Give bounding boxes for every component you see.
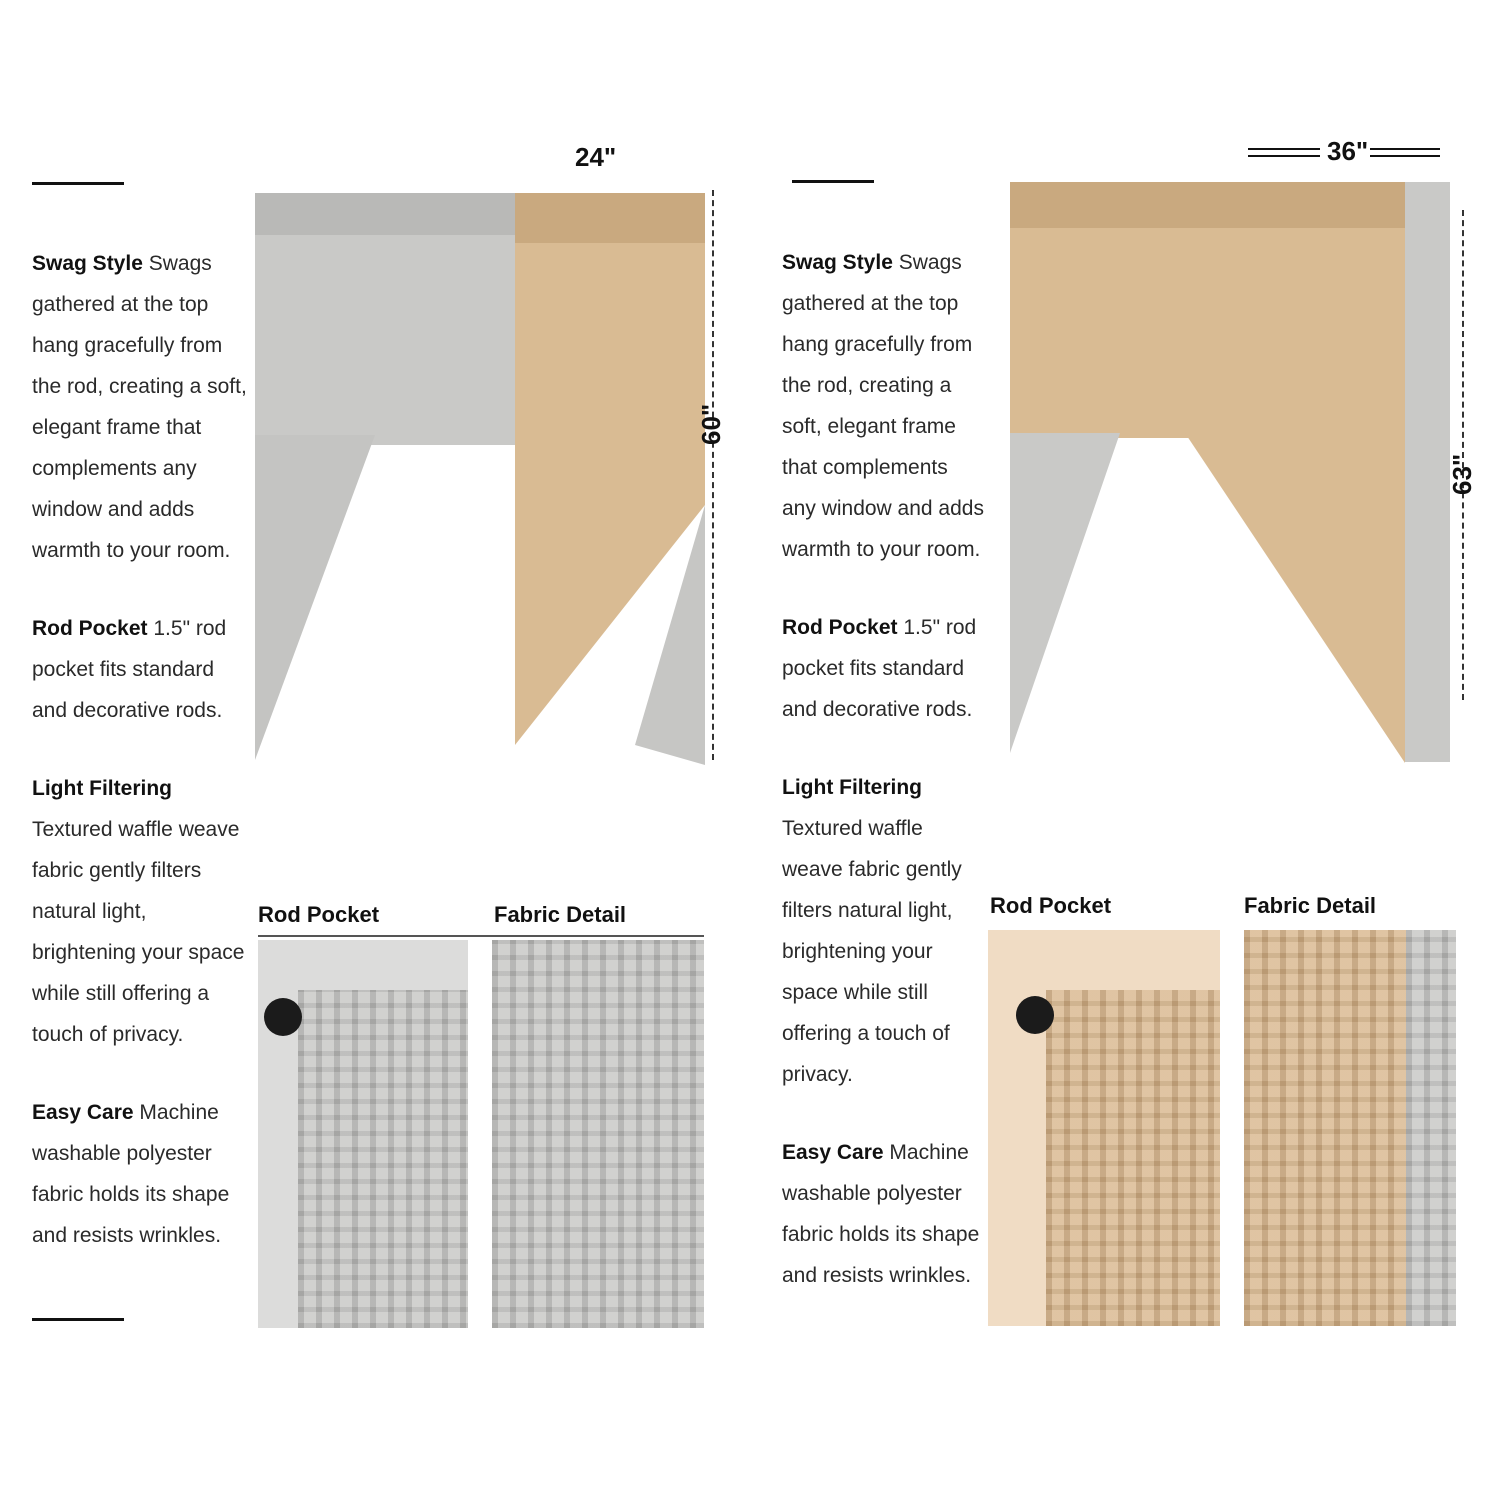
feature-text: Textured waffle weave fabric gently filters natural light, brightening your space while still offering a touch of privacy. xyxy=(782,817,962,1086)
right-width-line-right xyxy=(1370,148,1440,150)
rod-pocket-fabric xyxy=(298,990,468,1328)
feature-title: Easy Care xyxy=(32,1101,134,1124)
feature-title: Swag Style xyxy=(32,252,143,275)
left-fabric-detail-photo xyxy=(492,940,704,1328)
left-rod-pocket-photo xyxy=(258,940,468,1328)
feature-text: Textured waffle weave fabric gently filters natural light, brightening your space while still offering a touch of privacy. xyxy=(32,818,245,1046)
right-width-line-left xyxy=(1248,148,1320,150)
feature-title: Rod Pocket xyxy=(782,616,898,639)
curtain-rod-icon xyxy=(264,998,302,1036)
left-length-line xyxy=(712,190,714,760)
feature-text: Swags gathered at the top hang gracefully from the rod, creating a soft, elegant frame that complements any window and adds warmth to your room. xyxy=(782,251,984,561)
right-caption-fabric-detail: Fabric Detail xyxy=(1244,893,1377,918)
feature-text: Swags gathered at the top hang gracefully from the rod, creating a soft, elegant frame that complements any window and adds warmth to your room. xyxy=(32,252,247,562)
right-caption-rod-pocket: Rod Pocket xyxy=(990,893,1112,918)
left-swag-image xyxy=(255,185,710,765)
right-feature-swag xyxy=(782,242,987,570)
feature-title: Light Filtering xyxy=(782,776,922,799)
feature-text: Machine washable polyester fabric holds its shape and resists wrinkles. xyxy=(32,1101,230,1247)
right-swag-illustration xyxy=(990,178,1455,768)
right-fabric-detail-photo xyxy=(1244,930,1406,1326)
right-feature-care xyxy=(782,1132,987,1296)
right-width-label: 36" xyxy=(1327,136,1369,166)
left-feature-swag xyxy=(32,243,247,571)
right-length-label: 63" xyxy=(1447,453,1477,495)
feature-text: 1.5" rod pocket fits standard and decorative rods. xyxy=(782,616,977,721)
left-length-label: 60" xyxy=(696,403,726,445)
feature-title: Rod Pocket xyxy=(32,617,148,640)
feature-text: Machine washable polyester fabric holds its shape and resists wrinkles. xyxy=(782,1141,980,1287)
feature-title: Swag Style xyxy=(782,251,893,274)
left-feature-rod-pocket xyxy=(32,608,247,731)
right-width-line-right-2 xyxy=(1370,155,1440,157)
right-rod-pocket-photo xyxy=(988,930,1220,1326)
left-feature-list xyxy=(32,243,247,1293)
right-feature-rod-pocket xyxy=(782,607,987,730)
right-width-line-left-2 xyxy=(1248,155,1320,157)
right-fabric-edge-photo xyxy=(1406,930,1456,1326)
right-swag-image xyxy=(990,178,1455,768)
left-caption-rod-pocket: Rod Pocket xyxy=(258,902,380,927)
left-top-rule xyxy=(32,182,124,185)
left-caption-rule xyxy=(258,935,704,937)
right-feature-list xyxy=(782,242,987,1333)
left-feature-care xyxy=(32,1092,247,1256)
left-swag-illustration xyxy=(255,185,710,765)
curtain-rod-icon xyxy=(1016,996,1054,1034)
rod-pocket-fabric xyxy=(1046,990,1220,1326)
feature-title: Easy Care xyxy=(782,1141,884,1164)
left-bottom-rule xyxy=(32,1318,124,1321)
right-top-rule xyxy=(792,180,874,183)
left-caption-fabric-detail: Fabric Detail xyxy=(494,902,627,927)
right-feature-light xyxy=(782,767,987,1095)
left-width-label: 24" xyxy=(575,142,617,172)
feature-text: 1.5" rod pocket fits standard and decorative rods. xyxy=(32,617,227,722)
feature-title: Light Filtering xyxy=(32,777,172,800)
left-feature-light xyxy=(32,768,247,1055)
